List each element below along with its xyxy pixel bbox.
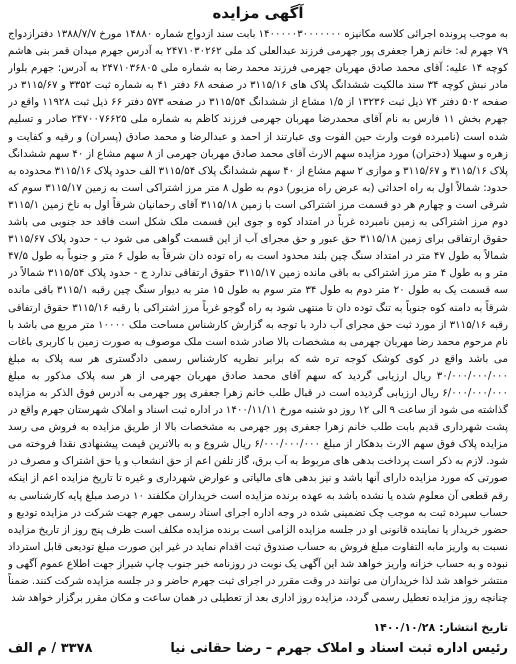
publish-row [8,620,508,636]
notice-footer [8,620,508,658]
signatory: رئیس اداره ثبت اسناد و املاک جهرم – رضا حقانی نیا [170,641,508,656]
notice-code: ۳۳۷۸ / م الف [8,641,93,656]
publish-label: تاریخ انتشار: [439,621,508,634]
publish-info [373,620,508,636]
notice-title: آگهی مزایده [212,4,304,22]
signature-row [8,640,508,658]
notice-body: به موجب پرونده اجرائی کلاسه مکانیزه ۱۴۰۰۰۰۰۳۰۰۰۰۰۰۰ بابت سند ازدواج شماره ۱۴۸۸۰ مورخ ۱۳۸۸/۷/۷ دفترازدواج ۷۹ جهرم له: خانم زهرا جعفری پور جهرمی فرزند عبدالعلی کد ملی ۲۴۷۱۰۳۰۲۶۲ به آدرس جهرم میدان قمر بنی هاشم کوچه ۱۴ علیه: آقای محمد صادق مهربان جهرمی فرزند محمد رضا به شماره ملی ۲۴۷۱۰۳۶۸۰۵ به آدرس: جهرم بلوار مادر نبش کوچه ۳۴ سند مالکیت ششدانگ پلاک های ۳۱۱۵/۱۶ در صفحه ۶۸ دفتر ۴۱ به شماره ثبت ۳۳۵۲ و ۳۱۱۵/۶۷ در صفحه ۵۰۲ دفتر ۷۴ ذیل ثبت ۱۳۲۳۶ از ۱/۵ مشاع از ششدانگ ۳۱۱۵/۵۴ در صفحه ۵۷۳ دفتر ۶۶ ذیل ثبت ۱۱۹۲۸ واقع در جهرم بخش ۱۱ فارس به نام آقای محمدرضا مهربان جهرمی فرزند کاظم به شماره ملی ۲۴۷۰۰۷۶۶۲۵ صادر و تسلیم شده است (نامبرده فوت وارث حین الفوت وی عبارتند از احمد و عبدالرضا و محمد صادق (پسران) و رقیه و کفایت و زهره و سهیلا (دختران) مورد مزایده سهم الارث آقای محمد صادق مهربان جهرمی از ۸ سهم مشاع از ۴۰ سهم ششدانگ پلاک ۳۱۱۵/۱۶ و ۳۱۱۵/۶۷ و موازی ۲ سهم مشاع از ۴۰ سهم ششدانگ پلاک ۳۱۱۵/۵۴ الف حدود پلاک ۳۱۱۵/۱۶ محدوده به حدود: شمالاً اول به راه احداثی (به عرض راه مزبور) دوم به طول ۸ متر مرز اشتراکی است به زمین ۳۱۱۵/۱۷ سوم که شرقی است و چهارم هر دو قسمت مرز اشتراکی است با زمین ۳۱۱۵/۱۸ آقای رحمانیان شرقاً اول به ناخ زمین ۳۱۱۵/۱ دوم مرز اشتراکی به زمین نامبرده غرباً در امتداد کوه و جوی این قسمت ملک شکل است فاقد حد جنوبی می باشد حقوق ارتفاقی برای زمین ۳۱۱۵/۱۸ حق عبور و حق مجرای آب از این قسمت گواهی می شود ب - حدود پلاک ۳۱۱۵/۶۷ شمالاً به طول ۴۷ متر در امتداد سنگ چین بلند محدود است به راه توده دان شرقاً به طول ۶ متر و جنوباً به طول ۴۷/۵ متر و به طول ۴ متر مرز اشتراکی به باقی مانده زمین ۳۱۱۵/۱۷ حقوق ارتفاقی ندارد ج - حدود پلاک ۳۱۱۵/۵۴ شمالاً در سه قسمت یک به طول ۲۰ متر دوم به طول ۳۴ متر سوم به طول ۱۵ متر به دیوار سنگ چین رقبه ۳۱۱۵/۱ باقی مانده شرقاً به دامنه کوه جنوباً به تنگ توده دان تا منتهی شود به راه گوجو غرباً مرز اشتراکی با رقبه ۳۱۱۵/۱۶ حقوق ارتفاقی رقبه ۳۱۱۵/۱۶ از مورد ثبت حق مجرای آب دارد با توجه به گزارش کارشناس مساحت ملک ۱۰۰۰۰ متر مربع می باشد با نام مرحوم محمد رضا مهربان جهرمی به مشخصات بالا صادر شده است ملک موصوف به صورت زمین با کاربری باغات می باشد واقع در کوی کوشک کوجه تره شه که برابر نظریه کارشناس رسمی دادگستری هر سه پلاک به مبلغ ۳۰/۰۰۰/۰۰۰/۰۰۰ ریال ارزیابی گردید که سهم آقای محمد صادق مهربان جهرمی از هر سه پلاک مذکور به مبلغ ۶/۰۰۰/۰۰۰/۰۰۰ ریال ارزیابی گردیده است در قبال طلب خانم زهرا جعفری پور جهرمی به آدرس فوق الذکر به مزایده گذاشته می شود از ساعت ۹ الی ۱۲ روز دو شنبه مورخ ۱۴۰۰/۱۱/۱۱ در اداره ثبت اسناد و املاک شهرستان جهرم واقع در پشت شهرداری قدیم بابت طلب خانم زهرا جعفری پور جهرمی به مشخصات بالا از طریق مزایده به فروش می رسد مزایده پلاک فوق سهم الارث بدهکار از مبلغ ۶/۰۰۰/۰۰۰/۰۰۰ ریال شروع و به بالاترین قیمت پیشنهادی نقدا فروخته می شود. لازم به ذکر است پرداخت بدهی های مربوط به آب برق، گاز تلفن اعم از حق انشعاب و یا حق اشتراک و مصرف در صورتی که مورد مزایده دارای آنها باشد و نیز بدهی های مالیاتی و عوارض شهرداری و غیره تا تاریخ مزایده اعم از اینکه رقم قطعی آن معلوم شده یا نشده باشد به عهده برنده مزایده است خریداران مکلفند ۱۰ درصد مبلغ پایه کارشناسی به حساب سپرده ثبت به موجب چک تضمینی شده در وجه اداره اجرای اسناد رسمی جهرم جهت شرکت در مزایده تودیع و حضور خریدار یا نماینده قانونی او در جلسه مزایده الزامی است برنده مزایده مکلف است ظرف پنج روز از تاریخ مزایده نسبت به واریز مابه التفاوت مبلغ فروش به حساب صندوق ثبت اقدام نماید در غیر این صورت مبلغ تودیعی قابل استرداد نبوده و به حساب خزانه واریز خواهد شد این آگهی یک نوبت در روزنامه خبر جنوب چاپ شیراز جهت اطلاع عموم آگهی و منتشر خواهد شد لذا خریداران می توانند در وقت مقرر در اجرای ثبت جهرم حاضر و در جلسه مزایده شرکت کنند. ضمناً چنانچه روز مزایده تعطیل رسمی گردد، مزایده روز اداری بعد از تعطیلی در همان ساعت و مکان مقرر برگزار خواهد شد [8,28,508,605]
publish-date: ۱۴۰۰/۱۰/۲۸ [373,621,436,634]
